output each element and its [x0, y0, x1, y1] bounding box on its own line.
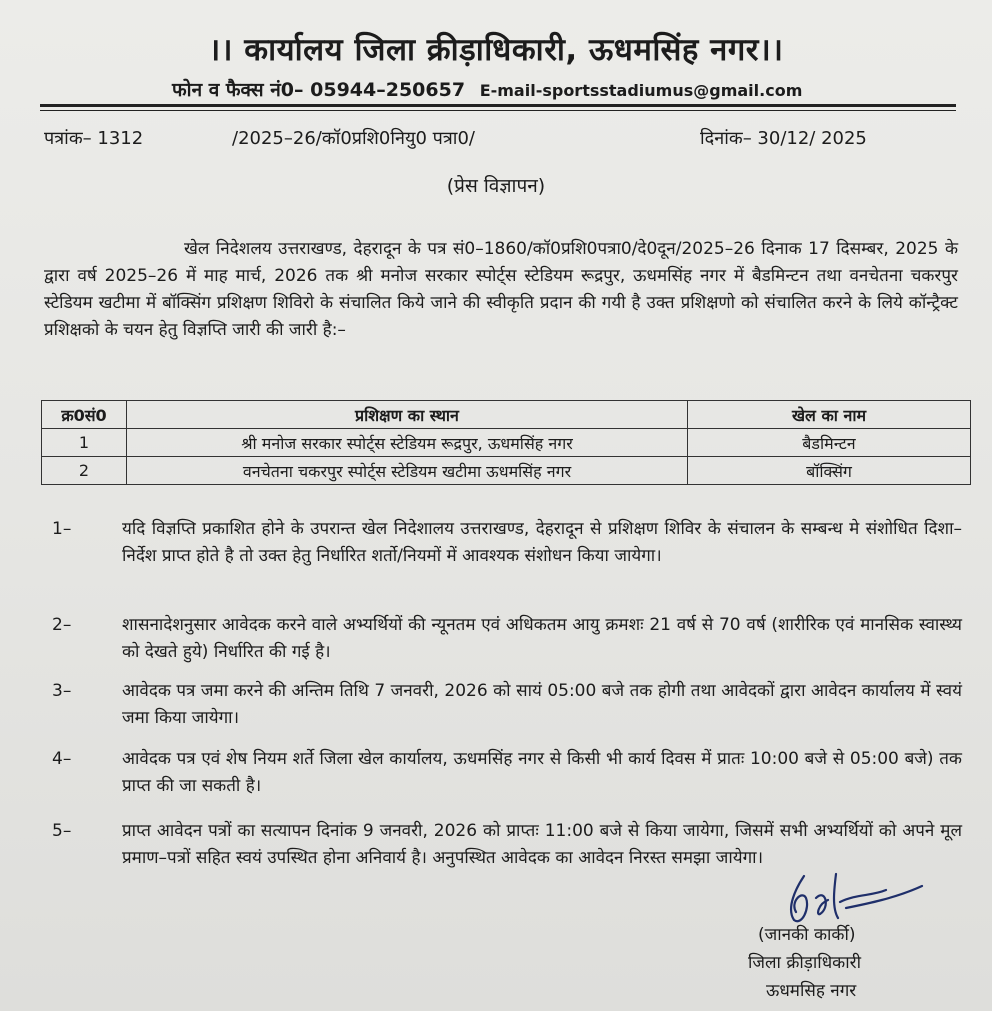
condition-number: 1– [52, 519, 72, 539]
cell-serial: 2 [42, 457, 127, 485]
condition-text: आवेदक पत्र एवं शेष नियम शर्ते जिला खेल कार्यालय, ऊधमसिंह नगर से किसी भी कार्य दिवस में प्रातः 10:00 बजे से 05:00 बजे) तक प्राप्त की जा सकती है। [122, 749, 962, 796]
condition-text: यदि विज्ञप्ति प्रकाशित होने के उपरान्त खेल निदेशालय उत्तराखण्ड, देहरादून से प्रशिक्षण शिविर के संचालन के सम्बन्ध मे संशोधित दिशा–निर्देश प्राप्त होते है तो उक्त हेतु निर्धारित शर्तो/नियमों में आवश्यक संशोधन किया जायेगा। [122, 519, 962, 566]
signatory-name: (जानकी कार्की) [758, 925, 856, 945]
letter-number: पत्रांक– 1312 [44, 128, 144, 149]
cell-venue: वनचेतना चकरपुर स्पोर्ट्स स्टेडियम खटीमा ऊधमसिंह नगर [127, 457, 688, 485]
condition-text: आवेदक पत्र जमा करने की अन्तिम तिथि 7 जनवरी, 2026 को सायं 05:00 बजे तक होगी तथा आवेदकों द्वारा आवेदन कार्यालय में स्वयं जमा किया जायेगा। [122, 681, 962, 728]
header-venue: प्रशिक्षण का स्थान [127, 401, 688, 429]
cell-sport: बॉक्सिंग [688, 457, 971, 485]
press-release-title: (प्रेस विज्ञापन) [446, 175, 546, 197]
cell-sport: बैडमिन्टन [688, 429, 971, 457]
header-sport: खेल का नाम [688, 401, 971, 429]
intro-text: खेल निदेशलय उत्तराखण्ड, देहरादून के पत्र सं0–1860/कॉ0प्रशि0पत्रा0/दे0दून/2025–26 दिनाक 17 दिसम्बर, 2025 के द्वारा वर्ष 2025–26 में माह मार्च, 2026 तक श्री मनोज सरकार स्पोर्ट्स स्टेडियम रूद्रपुर, ऊधमसिंह नगर में बैडमिन्टन तथा वनचेतना चकरपुर स्टेडियम खटीमा में बॉक्सिंग प्रशिक्षण शिविरो के संचालित किये जाने की स्वीकृति प्रदान की गयी है उक्त प्रशिक्षणो को संचालित करने के लिये कॉन्ट्रैक्ट प्रशिक्षको के चयन हेतु विज्ञप्ति जारी की जारी है:– [44, 239, 958, 340]
table-header-row [42, 401, 971, 429]
header-rule-thin [40, 110, 956, 111]
signatory-designation: जिला क्रीड़ाधिकारी [748, 953, 861, 973]
phone-fax: फोन व फैक्स नं0– 05944–250657 [172, 79, 466, 101]
condition-number: 4– [52, 749, 72, 769]
condition-number: 2– [52, 615, 72, 635]
signature-icon [776, 868, 926, 928]
condition-item [52, 678, 962, 732]
cell-venue: श्री मनोज सरकार स्पोर्ट्स स्टेडियम रूद्रपुर, ऊधमसिंह नगर [127, 429, 688, 457]
letter-code: /2025–26/कॉ0प्रशि0नियु0 पत्रा0/ [232, 128, 475, 149]
intro-paragraph [44, 236, 958, 344]
condition-item [52, 612, 962, 666]
table-row [42, 457, 971, 485]
condition-item [52, 516, 962, 570]
table-row [42, 429, 971, 457]
header-serial: क्र0सं0 [42, 401, 127, 429]
letter-date: दिनांक– 30/12/ 2025 [700, 128, 867, 149]
signatory-place: ऊधमसिह नगर [766, 981, 857, 1001]
condition-text: शासनादेशनुसार आवेदक करने वाले अभ्यर्थियों की न्यूनतम एवं अधिकतम आयु क्रमशः 21 वर्ष से 70 वर्ष (शारीरिक एवं मानसिक स्वास्थ्य को देखते हुये) निर्धारित की गई है। [122, 615, 962, 662]
contact-line [172, 76, 802, 102]
condition-text: प्राप्त आवेदन पत्रों का सत्यापन दिनांक 9 जनवरी, 2026 को प्राप्तः 11:00 बजे से किया जायेगा, जिसमें सभी अभ्यर्थियों को अपने मूल प्रमाण–पत्रों सहित स्वयं उपस्थित होना अनिवार्य है। अनुपस्थित आवेदक का आवेदन निरस्त समझा जायेगा। [122, 821, 962, 868]
cell-serial: 1 [42, 429, 127, 457]
condition-number: 5– [52, 821, 72, 841]
condition-item [52, 818, 962, 872]
condition-item [52, 746, 962, 800]
condition-number: 3– [52, 681, 72, 701]
training-venues-table [41, 400, 971, 485]
office-title: ।। कार्यालय जिला क्रीड़ाधिकारी, ऊधमसिंह नगर।। [208, 32, 784, 68]
header-rule-thick [40, 104, 956, 107]
email-address: E-mail-sportsstadiumus@gmail.com [479, 81, 803, 100]
